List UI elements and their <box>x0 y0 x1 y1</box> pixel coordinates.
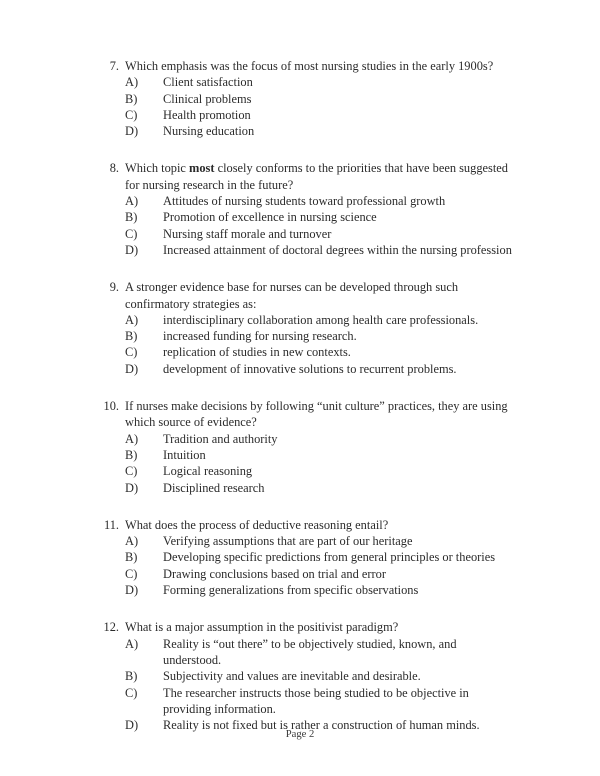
answer-option-text: Intuition <box>163 447 206 462</box>
answer-option[interactable] <box>125 668 512 684</box>
question-block <box>100 279 512 377</box>
answer-option-letter: D) <box>125 124 139 139</box>
question-stem-text: A stronger evidence base for nurses can be developed through such confirmatory strategies as: <box>125 280 459 311</box>
answer-option-text: Tradition and authority <box>163 431 278 446</box>
answer-option[interactable] <box>125 566 512 582</box>
question-block <box>100 160 512 258</box>
answer-option[interactable] <box>125 193 512 209</box>
answer-option-text: Increased attainment of doctoral degrees within the nursing profession <box>163 242 512 257</box>
answer-option-letter: D) <box>125 361 139 376</box>
answer-option[interactable] <box>125 361 512 377</box>
answer-option[interactable] <box>125 447 512 463</box>
answer-option-text: Attitudes of nursing students toward professional growth <box>163 194 446 209</box>
question-stem-text: What does the process of deductive reasoning entail? <box>125 517 389 532</box>
answer-option-letter: A) <box>125 636 139 651</box>
answer-option[interactable] <box>125 242 512 258</box>
question-stem-emphasis: most <box>189 161 215 176</box>
question-list <box>100 58 512 754</box>
answer-option[interactable] <box>125 328 512 344</box>
answer-option-text: interdisciplinary collaboration among health care professionals. <box>163 312 479 327</box>
answer-option-text: Client satisfaction <box>163 75 253 90</box>
answer-option-text: Clinical problems <box>163 91 252 106</box>
question-stem-text-cont: closely conforms to the priorities that have been suggested for nursing research in the future? <box>125 161 508 192</box>
answer-option-text: Reality is “out there” to be objectively studied, known, and understood. <box>163 636 457 667</box>
answer-option[interactable] <box>125 226 512 242</box>
answer-option-letter: A) <box>125 194 139 209</box>
question-stem <box>100 398 512 431</box>
answer-option-letter: A) <box>125 75 139 90</box>
answer-option-text: Logical reasoning <box>163 464 253 479</box>
question-block <box>100 619 512 733</box>
answer-option[interactable] <box>125 636 512 669</box>
answer-option-letter: A) <box>125 431 139 446</box>
answer-option[interactable] <box>125 533 512 549</box>
answer-option-text: Drawing conclusions based on trial and error <box>163 566 386 581</box>
answer-options <box>100 431 512 496</box>
answer-option-text: Nursing education <box>163 124 255 139</box>
question-stem-text: Which emphasis was the focus of most nursing studies in the early 1900s? <box>125 59 494 73</box>
answer-option[interactable] <box>125 480 512 496</box>
question-stem <box>100 160 512 193</box>
answer-option-letter: C) <box>125 345 138 360</box>
answer-option-letter: B) <box>125 550 138 565</box>
page-number-label: Page 2 <box>285 729 315 740</box>
answer-option-letter: B) <box>125 669 138 684</box>
question-stem-text: If nurses make decisions by following “unit culture” practices, they are using which source of evidence? <box>125 399 508 430</box>
answer-options <box>100 533 512 598</box>
answer-option-text: Reality is not fixed but is rather a construction of human minds. <box>163 718 480 733</box>
answer-option[interactable] <box>125 582 512 598</box>
question-stem <box>100 517 512 533</box>
answer-option[interactable] <box>125 107 512 123</box>
answer-option-letter: C) <box>125 566 138 581</box>
answer-option-text: Health promotion <box>163 107 251 122</box>
answer-option-text: Nursing staff morale and turnover <box>163 226 332 241</box>
answer-option-text: The researcher instructs those being studied to be objective in providing information. <box>163 685 469 716</box>
answer-option[interactable] <box>125 431 512 447</box>
answer-option-text: development of innovative solutions to recurrent problems. <box>163 361 457 376</box>
question-block <box>100 517 512 598</box>
page-footer <box>0 729 600 740</box>
answer-option-letter: A) <box>125 312 139 327</box>
question-block <box>100 398 512 496</box>
answer-options <box>100 312 512 377</box>
answer-option-text: Developing specific predictions from general principles or theories <box>163 550 496 565</box>
answer-option-text: Subjectivity and values are inevitable and desirable. <box>163 669 421 684</box>
question-number: 10. <box>103 399 119 414</box>
question-stem-text: Which topic <box>125 161 189 176</box>
answer-option-letter: C) <box>125 226 138 241</box>
question-stem-text: What is a major assumption in the positivist paradigm? <box>125 620 399 635</box>
question-block <box>100 58 512 139</box>
answer-option[interactable] <box>125 74 512 90</box>
answer-option-letter: D) <box>125 583 139 598</box>
answer-option[interactable] <box>125 123 512 139</box>
answer-option[interactable] <box>125 685 512 718</box>
answer-option-letter: A) <box>125 534 139 549</box>
question-number: 12. <box>103 620 119 635</box>
question-number: 8. <box>109 161 119 176</box>
answer-option-text: replication of studies in new contexts. <box>163 345 351 360</box>
answer-option-letter: B) <box>125 329 138 344</box>
answer-option[interactable] <box>125 344 512 360</box>
question-stem <box>100 279 512 312</box>
answer-options <box>100 74 512 139</box>
answer-option-text: Promotion of excellence in nursing science <box>163 210 377 225</box>
answer-option-letter: C) <box>125 107 138 122</box>
answer-option-letter: C) <box>125 685 138 700</box>
answer-option[interactable] <box>125 209 512 225</box>
question-number: 7. <box>109 59 119 73</box>
answer-option-text: Verifying assumptions that are part of our heritage <box>163 534 413 549</box>
answer-option[interactable] <box>125 91 512 107</box>
question-stem <box>100 58 512 74</box>
answer-option[interactable] <box>125 463 512 479</box>
question-number: 11. <box>103 517 119 532</box>
answer-option-letter: B) <box>125 210 138 225</box>
answer-option-text: Disciplined research <box>163 480 265 495</box>
answer-option-text: increased funding for nursing research. <box>163 329 357 344</box>
answer-option-letter: B) <box>125 91 138 106</box>
answer-option-letter: D) <box>125 718 139 733</box>
question-stem <box>100 619 512 635</box>
answer-option-text: Forming generalizations from specific observations <box>163 583 419 598</box>
answer-option[interactable] <box>125 312 512 328</box>
answer-option[interactable] <box>125 549 512 565</box>
answer-options <box>100 636 512 734</box>
answer-option-letter: D) <box>125 242 139 257</box>
answer-option-letter: D) <box>125 480 139 495</box>
question-number: 9. <box>109 280 119 295</box>
answer-option-letter: B) <box>125 447 138 462</box>
answer-option-letter: C) <box>125 464 138 479</box>
answer-options <box>100 193 512 258</box>
